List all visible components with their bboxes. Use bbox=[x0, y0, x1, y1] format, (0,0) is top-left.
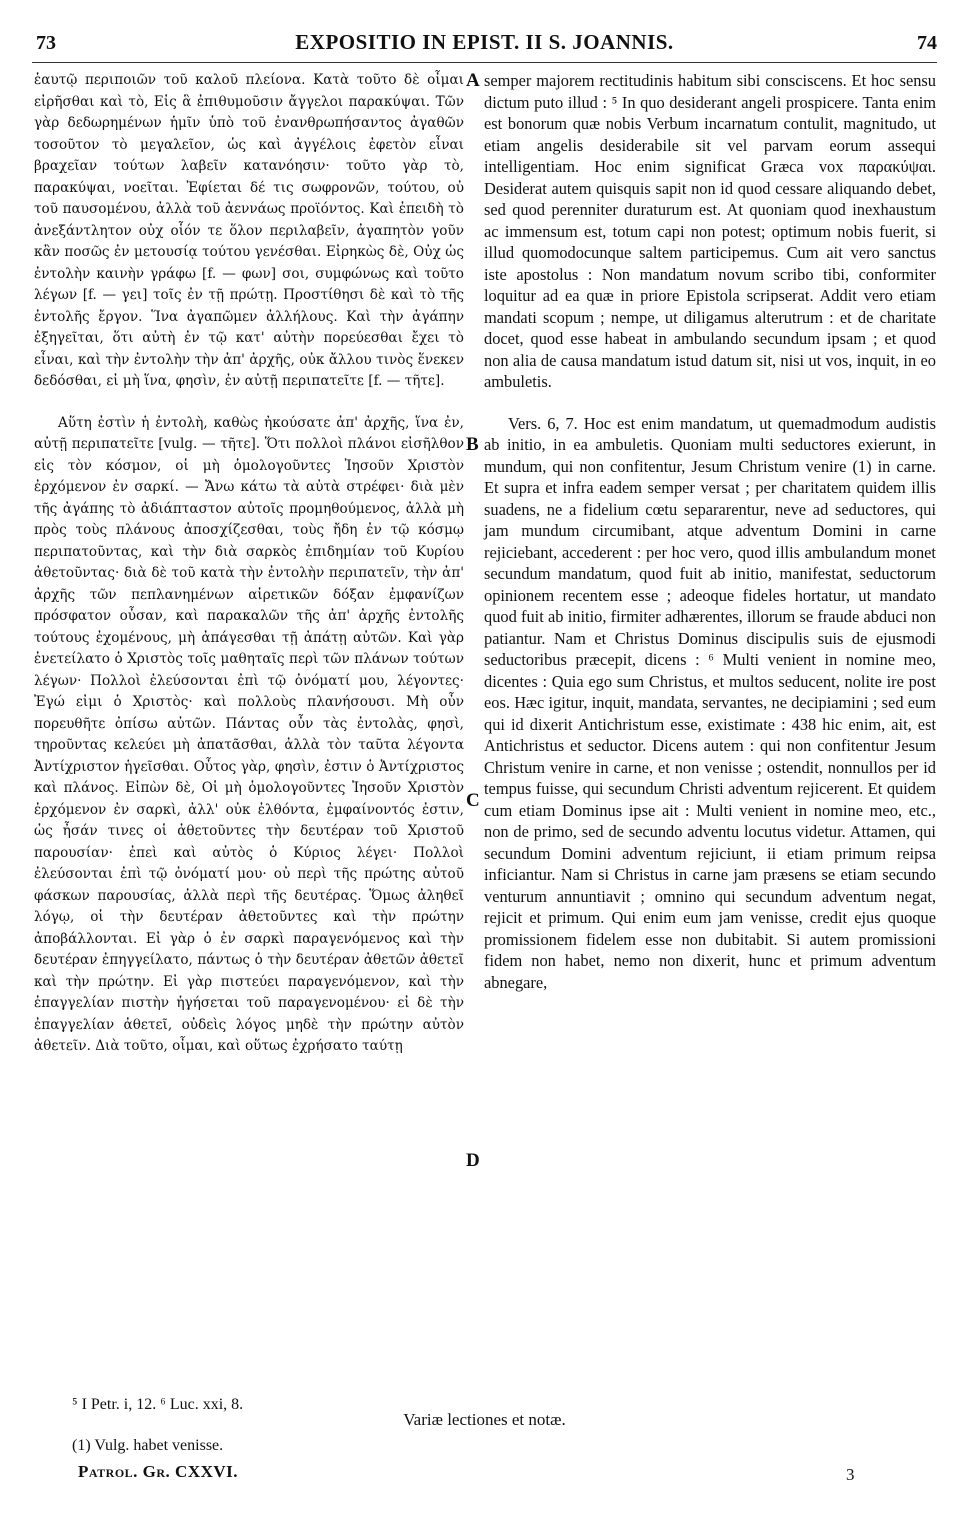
notes-heading: Variæ lectiones et notæ. bbox=[403, 1410, 566, 1429]
page-header bbox=[32, 30, 937, 58]
page-number-right: 74 bbox=[917, 32, 937, 54]
note-1: (1) Vulg. habet venisse. bbox=[72, 1437, 224, 1454]
margin-letter-a: A bbox=[466, 70, 480, 91]
latin-column bbox=[484, 70, 936, 993]
header-rule bbox=[32, 62, 937, 63]
latin-paragraph-1: semper majorem rectitudinis habitum sibi consciscens. Et hoc sensu dictum puto illud : ⁵ In quo desiderant angeli prospicere. Tanta enim est bonorum quæ nobis Verbum incarnatum contulit, magnitudo, ut etiam angelis desiderabile sit vel parvam eorum assequi intelligentiam. Hoc enim significat Græca vox παρακύψαι. Desiderat autem quisquis sapit non id quod cessare aliquando debet, sed quod perenniter duraturum est. At quoniam quod inexhaustum ac immensum est, totum capi non potest; optimum nobis fuerit, si illud quomodocunque saltem participemus. Cum ait vero sanctus iste apostolus : Non mandatum novum scribo tibi, conformiter loquitur ad ea quæ in priore Epistola scripserat. Addit vero etiam mandati scopum ; nempe, ut diligamus alterutrum : et de charitate docet, quod esse habeat in ambulando secundum ipsam ; et quod non alia de causa mandatum istud datum sit, nisi ut vos, inquit, in eo ambuletis. bbox=[484, 71, 936, 391]
sheet-number: 3 bbox=[846, 1465, 855, 1484]
margin-letter-d: D bbox=[466, 1150, 480, 1171]
series-signature: Patrol. Gr. CXXVI. bbox=[78, 1462, 239, 1481]
greek-column bbox=[34, 70, 464, 1058]
greek-paragraph-1: ἑαυτῷ περιποιῶν τοῦ καλοῦ πλείονα. Κατὰ τοῦτο δὲ οἶμαι εἰρῆσθαι καὶ τὸ, Εἰς ἃ ἐπιθυμοῦσιν ἄγγελοι παρακύψαι. Τῶν γὰρ δεδωρημένων ἡμῖν ὑπὸ τοῦ ἐνανθρωπήσαντος ἀγαθῶν τοσοῦτον τὸ μεγαλεῖον, ὡς καὶ ἀγγέλοις ἐφετὸν εἶναι βραχεῖαν τούτων λαβεῖν κατανόησιν· τοῦτο γὰρ τὸ, παρακύψαι, νοεῖται. Ἐφίεται δέ τις σωφρονῶν, τούτου, οὐ τοῦ παυσομένου, ἀλλὰ τοῦ ἀεννάως προϊόντος. Καὶ ἐπειδὴ τὸ ἀνεξάντλητον οὐχ οἷόν τε ὅλον περιλαβεῖν, ἀγαπητὸν γοῦν κἂν ποσῶς ἐν μετουσίᾳ τούτου γενέσθαι. Εἰρηκὼς δὲ, Οὐχ ὡς ἐντολὴν καινὴν γράφω [f. — φων] σοι, συμφώνως καὶ τοῦτο λέγων [f. — γει] τοῖς ἐν τῇ πρώτῃ. Προστίθησι δὲ καὶ τὸ τῆς ἐντολῆς ἔργον. Ἵνα ἀγαπῶμεν ἀλλήλους. Καὶ τὴν ἀγάπην ἐξηγεῖται, ὅτι αὐτὴ ἐν τῷ κατ' αὐτὴν πορεύεσθαι ἔχει τὸ εἶναι, καὶ τὴν ἐντολὴν τὴν ἀπ' ἀρχῆς, οὐκ ἄλλου τινὸς ἕνεκεν δεδόσθαι, εἰ μὴ ἵνα, φησὶν, ἐν αὐτῇ περιπατεῖτε [f. — τῆτε]. bbox=[34, 72, 464, 389]
page-number-left: 73 bbox=[36, 32, 56, 54]
latin-paragraph-2: Vers. 6, 7. Hoc est enim mandatum, ut quemadmodum audistis ab initio, in ea ambuletis. Quoniam multi seductores exierunt, in mundum, qui non confitentur, Jesum Christum venire (1) in carne. Et supra et infra eadem semper versat ; per charitatem quidem illis suadens, ne a fidelium cœtu separarentur, neve ad seductores, qui jam mundum circumibant, atque adventum Domini in carne rejiciebant, accederent : per hoc vero, quod illis ambulandum monet secundum mandatum, quod fuit ab initio, manifestat, seductorum opinionem recentem esse ; adeoque fideles hortatur, ut mandato quod fuit ab initio, firmiter adhærentes, illorum se fraude abduci non patiantur. Nam et Christus Dominus discipulis suis de ejusmodi seductoribus præcepit, dicens : ⁶ Multi venient in nomine meo, dicentes : Quia ego sum Christus, et multos seducent, nolite ire post eos. Hæc igitur, inquit, mandata, servantes, ne decipiamini ; sed eum qui id dixerit Antichristum esse, existimate : 438 hic enim, ait, est Antichristus et seductor. Dicens autem : qui non confitentur Jesum Christum venire in carne, et non venisse ; ostendit, nonnullos per id tempus fuisse, qui secundum Christi adventum rejicerent. Et quidem cum etiam Dominus ipse ait : Multi venient in nomine meo, etc., non de primo, sed de secundo adventu locutus videtur. Attamen, qui secundum Domini adventum rejiciunt, ii etiam primum reipsa inficiantur. Nam si Christus in carne jam præsens se etiam secundo venturum annuntiavit ; omnino qui secundum adventum negat, rejicit et primum. Qui enim eum jam venisse, credit ejus quoque promissionem fidelem esse non dubitabit. Si autem promissioni fidem non habet, nemo non dixerit, hunc et primum adventum abnegare, bbox=[484, 413, 936, 992]
running-title: EXPOSITIO IN EPIST. II S. JOANNIS. bbox=[295, 30, 674, 54]
margin-letter-b: B bbox=[466, 434, 479, 455]
greek-paragraph-2: Αὕτη ἐστὶν ἡ ἐντολὴ, καθὼς ἠκούσατε ἀπ' ἀρχῆς, ἵνα ἐν, αὐτῇ περιπατεῖτε [vulg. — τῆτε]. Ὅτι πολλοὶ πλάνοι εἰσῆλθον εἰς τὸν κόσμον, οἱ μὴ ὁμολογοῦντες Ἰησοῦν Χριστὸν ἐρχόμενον ἐν σαρκί. — Ἄνω κάτω τὰ αὐτὰ στρέφει· διὰ μὲν τῆς ἀγάπης τὸ ἀδιάπταστον αὐτοῖς προμηθούμενος, ἀλλὰ μὴ πρὸς τοὺς πλάνους ἀποσχίζεσθαι, τοὺς ἤδη ἐν τῷ κόσμῳ περιπατοῦντας, καὶ τὴν διὰ σαρκὸς ἐπιδημίαν τοῦ Κυρίου ἀθετοῦντας· διὰ δὲ τοῦ κατὰ τὴν ἐντολὴν περιπατεῖν, τὴν ἀπ' ἀρχῆς τῶν πεπλανημένων αἱρετικῶν δόξαν ἐμφανίζων πρόσφατον οὖσαν, καὶ παρακαλῶν τῆς ἀπ' ἀρχῆς ἐντολῆς τούτους ἐχομένους, μὴ ἀπάγεσθαι τῇ ἀπάτῃ αὐτῶν. Καὶ γὰρ ἐνετείλατο ὁ Χριστὸς τοῖς μαθηταῖς περὶ τῶν πλάνων τούτων λέγων· Πολλοὶ ἐλεύσονται ἐπὶ τῷ ὀνόματί μου, λέγοντες· Ἐγώ εἰμι ὁ Χριστὸς· καὶ πολλοὺς πλανήσουσι. Μὴ οὖν πορευθῆτε ὀπίσω αὐτῶν. Πάντας οὖν τὰς ἐντολὰς, φησὶ, τηροῦντας κελεύει μὴ ἀπατᾶσθαι, ἀλλὰ τὸν ταῦτα λέγοντα Ἀντίχριστον ἡγεῖσθαι. Οὗτος γὰρ, φησὶν, ἐστιν ὁ Ἀντίχριστος καὶ πλάνος. Εἰπὼν δὲ, Οἱ μὴ ὁμολογοῦντες Ἰησοῦν Χριστὸν ἐρχόμενον ἐν σαρκὶ, ἀλλ' οὐκ ἐλθόντα, ἐμφαίνοντός ἐστιν, ὡς ἦσάν τινες οἱ ἀθετοῦντες τὴν δευτέραν τοῦ Χριστοῦ παρουσίαν· ἐπεὶ καὶ αὐτὸς ὁ Κύριος λέγει· Πολλοὶ ἐλεύσονται ἐπὶ τῷ ὀνόματί μου· οὐ περὶ τῆς πρώτης αὐτοῦ φάσκων παρουσίας, ἀλλὰ περὶ τῆς δευτέρας. Ὅμως ἀληθεῖ λόγῳ, οἱ τὴν δευτέραν ἀθετοῦντες καὶ τὴν πρώτην ἀποβάλλονται. Εἰ γὰρ ὁ ἐν σαρκὶ παραγενόμενος καὶ τὴν δευτέραν ἐπηγγείλατο, πάντως ὁ τὴν δευτέραν ἀθετῶν ἀθετεῖ καὶ τὴν πρώτην. Εἰ γὰρ πιστεύει παραγενόμενον, καὶ τὴν ἐπαγγελίαν πιστὴν ἡγήσεται τοῦ παραγενομένου· εἰ δὲ τὴν ἐπαγγελίαν ἀθετεῖ, οὐδεὶς λόγος μηδὲ τὴν πρώτην αὐτὸν ἀθετεῖν. Διὰ τοῦτο, οἶμαι, καὶ οὕτως ἐχρήσατο ταύτῃ bbox=[34, 414, 464, 1054]
margin-letter-c: C bbox=[466, 790, 480, 811]
footnotes: ⁵ I Petr. i, 12. ⁶ Luc. xxi, 8. bbox=[72, 1396, 244, 1413]
